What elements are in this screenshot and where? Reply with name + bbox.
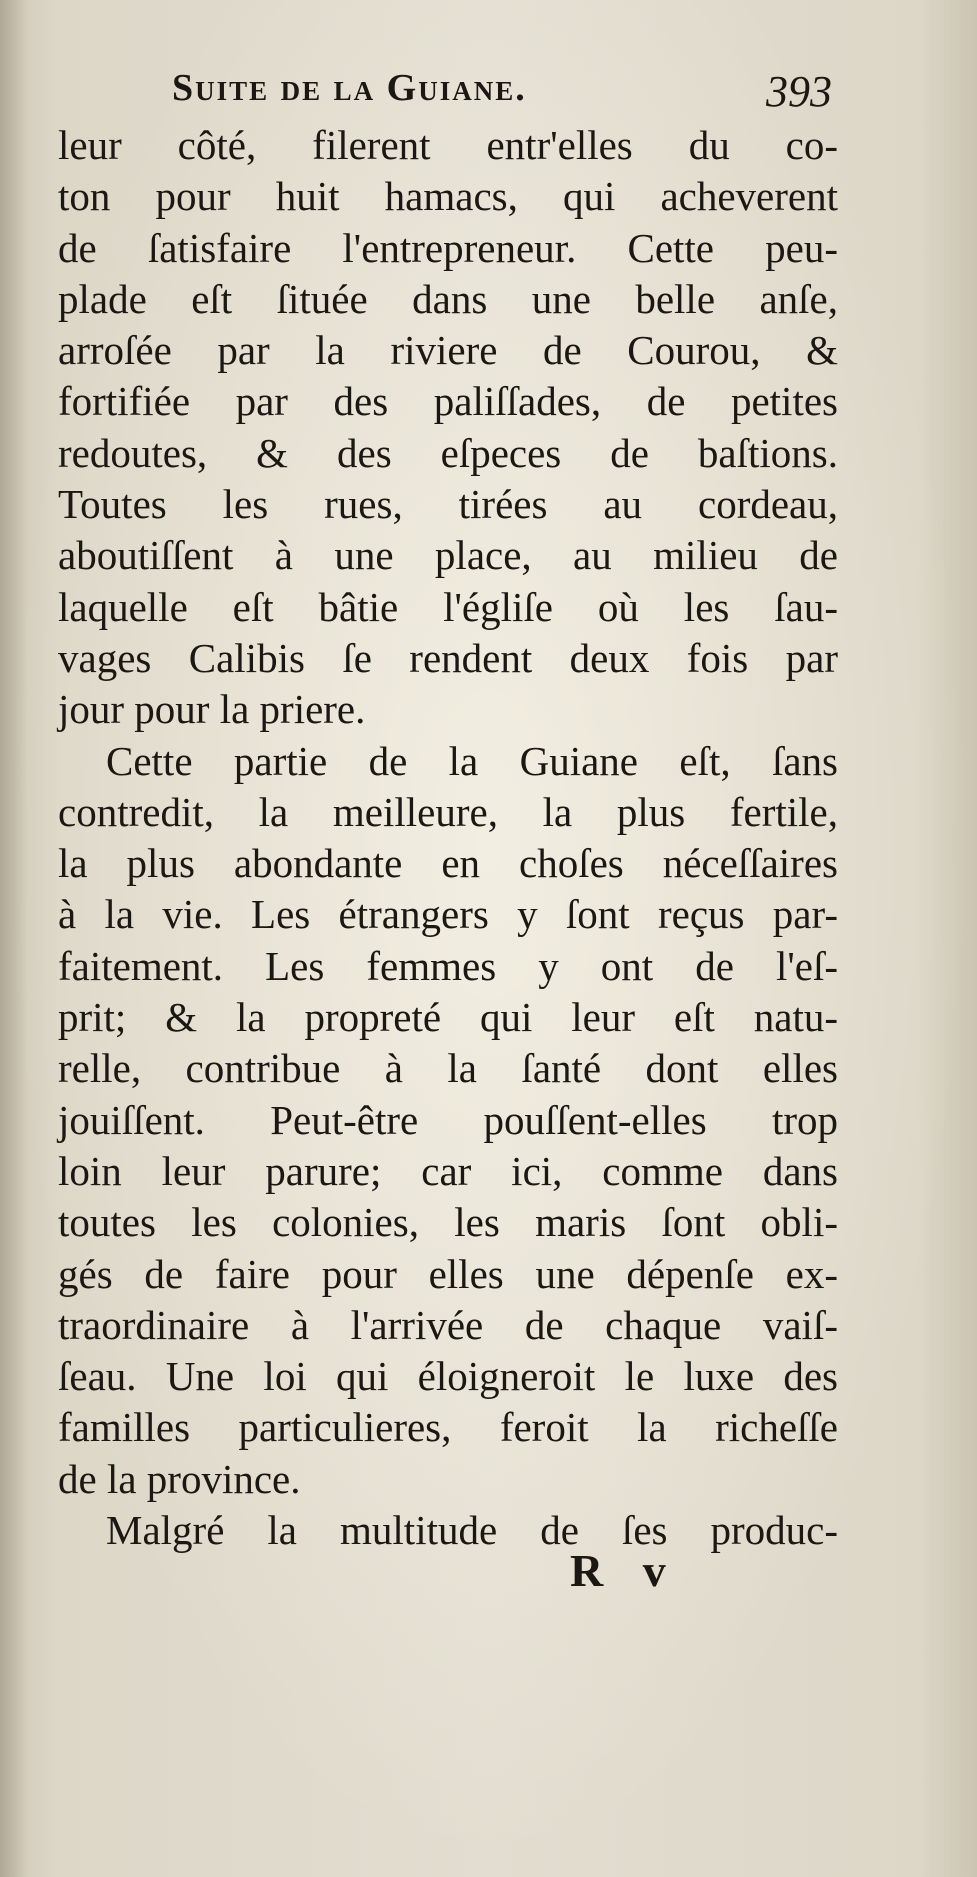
- text-line: prit; & la propreté qui leur eſt natu-: [58, 994, 838, 1041]
- text-line: arroſée par la riviere de Courou, &: [58, 327, 838, 374]
- text-line: laquelle eſt bâtie l'égliſe où les ſau-: [58, 583, 838, 630]
- text-line: loin leur parure; car ici, comme dans: [58, 1147, 838, 1194]
- body-text: [58, 120, 838, 1556]
- text-line: Toutes les rues, tirées au cordeau,: [58, 481, 838, 528]
- text-line: vages Calibis ſe rendent deux fois par: [58, 634, 838, 681]
- text-line: à la vie. Les étrangers y ſont reçus par-: [58, 891, 838, 938]
- text-line: jour pour la priere.: [58, 686, 366, 733]
- text-line: ſeau. Une loi qui éloigneroit le luxe des: [58, 1353, 838, 1400]
- text-line: jouiſſent. Peut-être pouſſent-elles trop: [58, 1096, 838, 1143]
- text-line: plade eſt ſituée dans une belle anſe,: [58, 275, 838, 322]
- text-line: de la province.: [58, 1455, 301, 1502]
- text-line: Cette partie de la Guiane eſt, ſans: [106, 737, 838, 784]
- signature-mark: R v: [570, 1545, 680, 1596]
- running-title: Suite de la Guiane.: [172, 67, 527, 109]
- text-line: de ſatisfaire l'entrepreneur. Cette peu-: [58, 224, 838, 271]
- page-header: [172, 66, 832, 126]
- text-line: familles particulieres, feroit la richeſſe: [58, 1404, 838, 1451]
- text-line: toutes les colonies, les maris ſont obli-: [58, 1199, 838, 1246]
- text-line: relle, contribue à la ſanté dont elles: [58, 1045, 838, 1092]
- text-line: Malgré la multitude de ſes produc-: [106, 1507, 838, 1554]
- text-line: contredit, la meilleure, la plus fertile,: [58, 788, 838, 835]
- text-line: faitement. Les femmes y ont de l'eſ-: [58, 942, 838, 989]
- text-line: leur côté, filerent entr'elles du co-: [58, 122, 838, 168]
- text-line: aboutiſſent à une place, au milieu de: [58, 532, 838, 579]
- page-number: 393: [766, 67, 832, 116]
- text-line: redoutes, & des eſpeces de baſtions.: [58, 429, 838, 476]
- text-line: traordinaire à l'arrivée de chaque vaiſ-: [58, 1301, 838, 1348]
- text-line: ton pour huit hamacs, qui acheverent: [58, 173, 838, 220]
- text-line: fortifiée par des paliſſades, de petites: [58, 378, 838, 425]
- text-line: la plus abondante en choſes néceſſaires: [58, 840, 838, 887]
- text-line: gés de faire pour elles une dépenſe ex-: [58, 1250, 838, 1297]
